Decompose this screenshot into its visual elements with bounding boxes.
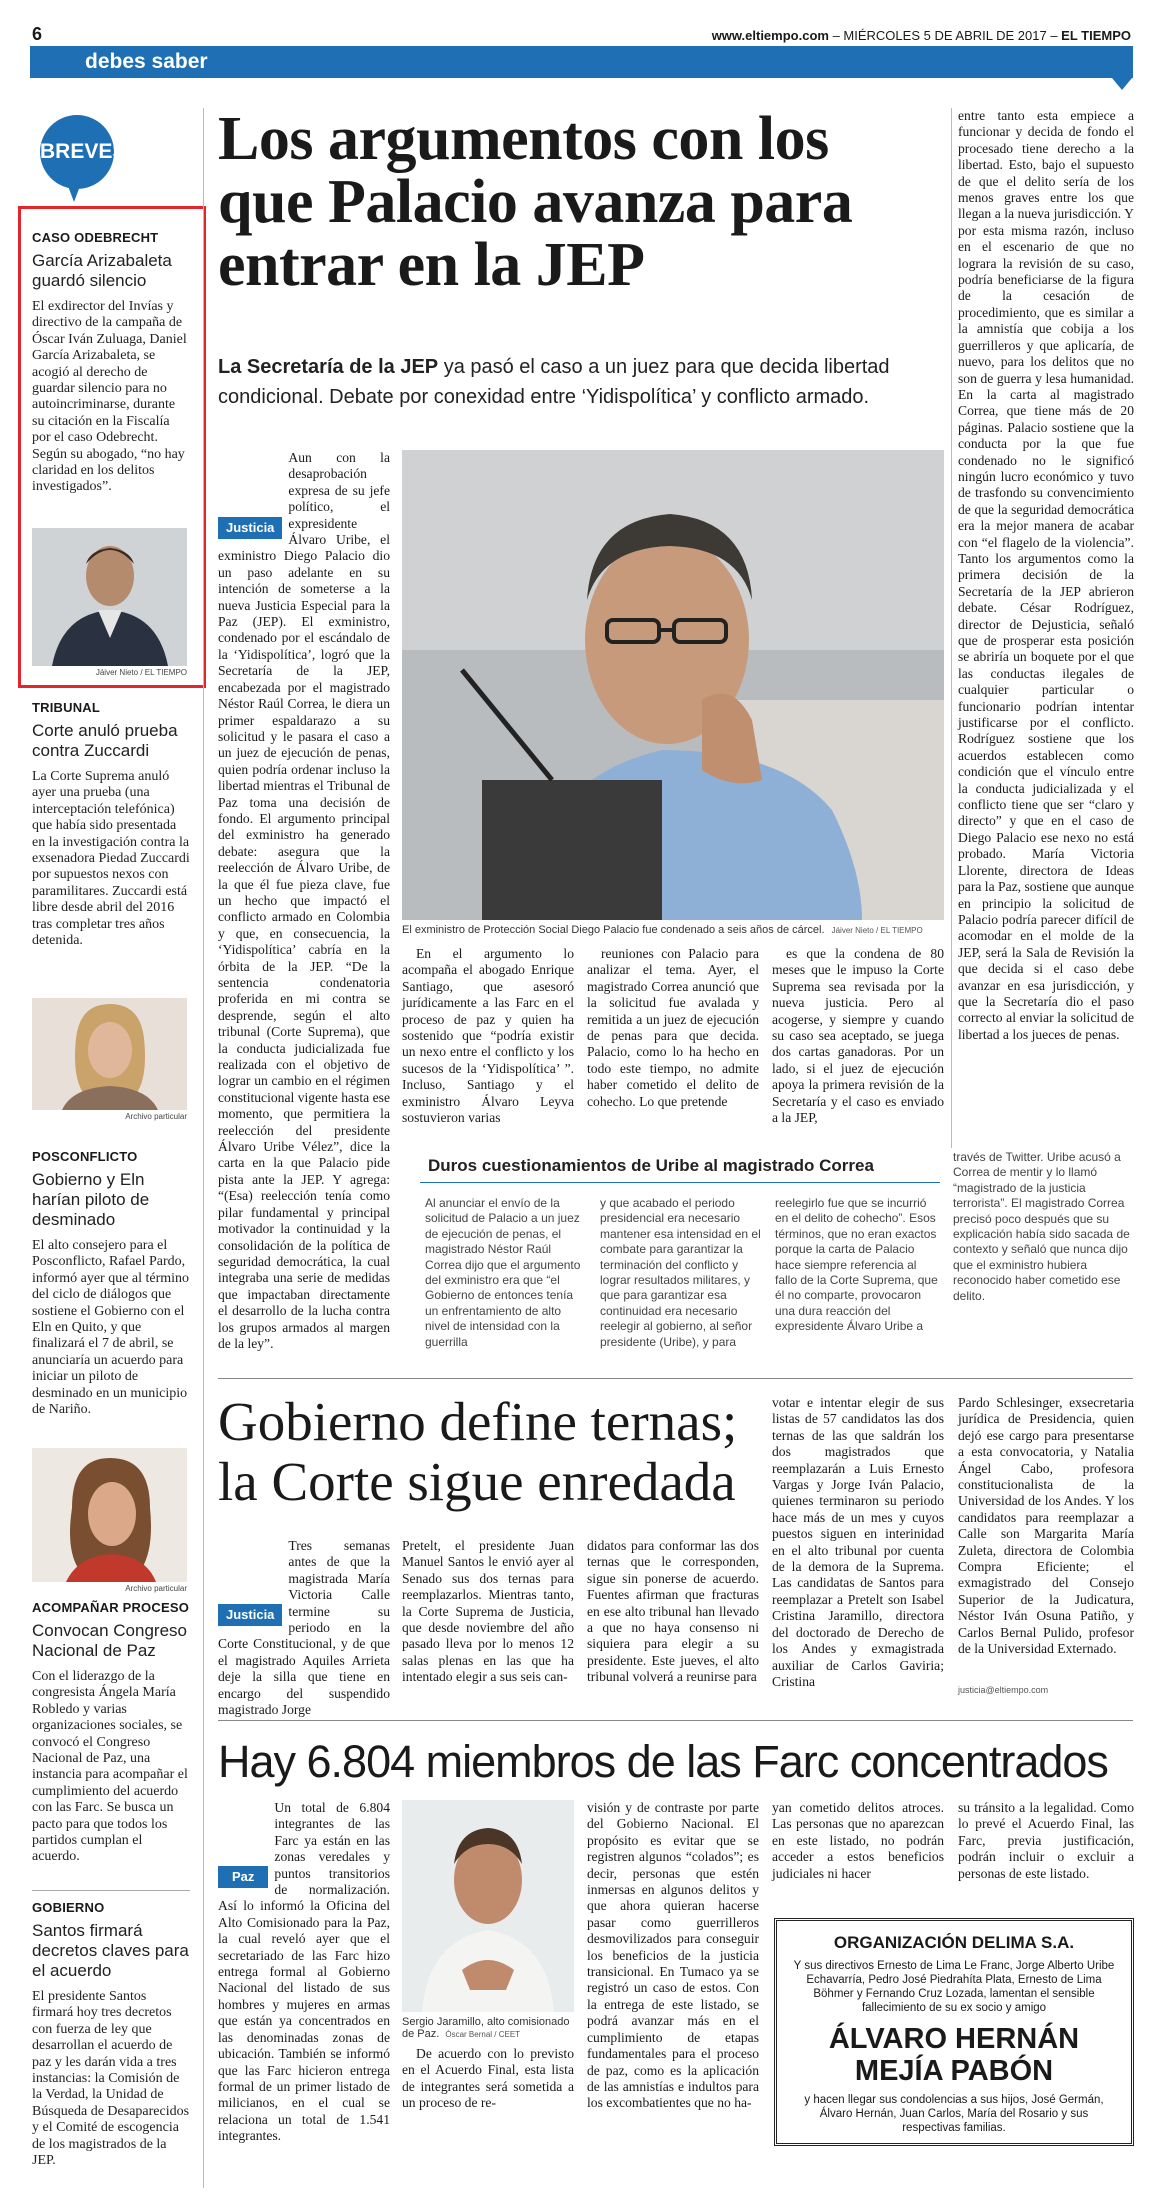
obituary-intro: Y sus directivos Ernesto de Lima Le Franc, Jorge Alberto Uribe Echavarría, Pedro José Piedrahíta Plata, Ernesto de Lima Böhmer y Fernando Cruz Lozada, lamentan el sensible fallecimiento de su ex socio y amigo (793, 1960, 1115, 2014)
story1-subhead-bold: La Secretaría de la JEP (218, 356, 439, 378)
obituary-outro: y hacen llegar sus condolencias a sus hijos, José Germán, Álvaro Hernán, Juan Carlos, María del Rosario y sus respectivas familias. (804, 2094, 1104, 2134)
brief-kicker: CASO ODEBRECHT (32, 230, 159, 245)
portrait-man-icon (402, 1800, 574, 2012)
breves-divider (203, 108, 204, 2188)
story3-headline: Hay 6.804 miembros de las Farc concentrados (218, 1736, 1108, 1787)
brief-text: El exdirector del Invías y directivo de la campaña de Óscar Iván Zuluaga, Daniel García Arizabaleta, se acogió al derecho de guardar silencio para no autoincriminarse, durante su citación en la Fiscalía por el caso Odebrecht. Según su abogado, “no hay claridad en los delitos investigados”. (32, 299, 187, 495)
brief-text: El alto consejero para el Posconflicto, Rafael Pardo, informó ayer que al término del ciclo de diálogos que sostiene el Gobierno con el Eln en Quito, y que finalizará el 7 de abril, se anunciaría un acuerdo para iniciar un piloto de desminado en un municipio de Nariño. (32, 1238, 190, 1418)
story1-col1-text: Aun con la desaprobación expresa de su jefe político, el expresidente Álvaro Uribe, el exministro Diego Palacio dio un paso adelante en su intención de someterse a la nueva Justicia Especial para la Paz (JEP). El exministro, condenado por el escándalo de la ‘Yidispolítica’, logró que la Secretaría de la JEP, encabezada por el magistrado Néstor Raúl Correa, le diera un primer espaldarazo a su solicitud y le pasara el caso a un juez de ejecución de penas, quien podría ordenar incluso la libertad mientras el Tribunal de Paz toma una decisión de fondo. El argumento principal del exministro ha generado debate: asegura que la reelección de Álvaro Uribe, de la que él fue pieza clave, fue un hecho que impactó el conflicto armado en Colombia y que, en consecuencia, la ‘Yidispolítica’ cabría en la órbita de la JEP. “De la sentencia condenatoria proferida en mi contra se desprende, según el alto tribunal (Corte Suprema), que la conducta judicializada fue realizada con el objetivo de lograr un cambio en el régimen constitucional vigente hasta ese momento, que permitiera la reelección del presidente Álvaro Uribe Vélez”, dice la carta en la que Palacio pide pista ante la JEP. Y agrega: “(Esa) reelección tenía como pilar fundamental y principal motivador la continuidad y la consolidación de la política de seguridad democrática, la cual integraba una serie de medidas que impactaban directamente el desarrollo de la lucha contra los grupos armados al margen de la ley”. (218, 450, 390, 1351)
section-divider-2 (218, 1720, 1133, 1721)
sidebar-col-3: reelegirlo fue que se incurrió en el delito de cohecho”. Esos términos, que no eran exactos porque la carta de Palacio hace siempre referencia al fallo de la Corte Suprema, que él no comparte, provocaron una dura reacción del expresidente Álvaro Uribe a (775, 1196, 938, 1334)
brief-headline: Corte anuló prueba contra Zuccardi (32, 721, 178, 760)
sidebar-col-1: Al anunciar el envío de la solicitud de Palacio a un juez de ejecución de penas, el magistrado Néstor Raúl Correa dijo que el argumento del exministro era que “el Gobierno de entonces tenía un enfrentamiento de alto nivel de intensidad con la guerrilla (425, 1196, 581, 1349)
story1-subhead-text: ya pasó el caso a un juez para que decida libertad condicional. Debate por conexidad entre ‘Yidispolítica’ y conflicto armado. (218, 356, 890, 408)
masthead-brand: EL TIEMPO (1061, 28, 1131, 43)
section-label: debes saber (85, 50, 208, 73)
brief-divider (32, 1890, 190, 1891)
brief-headline: Convocan Congreso Nacional de Paz (32, 1621, 187, 1660)
story1-subhead (218, 352, 940, 412)
story2-tag[interactable]: Justicia (218, 1604, 282, 1626)
obituary-notice (774, 1918, 1134, 2146)
sidebar-col-4: través de Twitter. Uribe acusó a Correa de mentir y lo llamó “magistrado de la justicia terrorista”. El magistrado Correa precisó poco después que su explicación había sido sacada de contexto y señaló que nunca dijo que el exministro hubiera reconocido haber cometido ese delito. (953, 1150, 1130, 1303)
obituary-org: ORGANIZACIÓN DELIMA S.A. (833, 1933, 1075, 1952)
brief-kicker: ACOMPAÑAR PROCESO (32, 1600, 190, 1615)
portrait-woman-icon (32, 1448, 187, 1582)
story3-col-3: visión y de contraste por parte del Gobierno Nacional. El propósito es evitar que se registren algunos “colados”; es decir, personas que estén inmersas en algunos delitos y que ahora quieran hacerse pasar como guerrilleros desmovilizados para conseguir los beneficios de la justicia transicional. En Tumaco ya se registró un caso de estos. Con la entrega de este listado, se podrá avanzar más en el cumplimiento de etapas fundamentales para el proceso de paz, como es la aplicación de las amnistías e indultos para los excombatientes que no ha- (587, 1800, 759, 2111)
brief-1-credit: Jáiver Nieto / EL TIEMPO (95, 668, 187, 677)
section-bar (30, 46, 1133, 78)
story1-right-divider (951, 108, 952, 1148)
breves-badge (40, 115, 127, 189)
brief-1[interactable] (32, 230, 190, 496)
brief-text: La Corte Suprema anuló ayer una prueba (una interceptación telefónica) que había sido presentada en la investigación contra la exsenadora Piedad Zuccardi por supuestos nexos con paramilitares. Zuccardi está libre desde abril del 2016 tras completar tres años detenida. (32, 769, 190, 949)
brief-headline: García Arizabaleta guardó silencio (32, 251, 172, 290)
sidebar-rule (420, 1182, 940, 1183)
story3-col-1 (218, 1800, 390, 2185)
breves-badge-label: BREVES (40, 140, 127, 163)
story1-caption (402, 924, 944, 936)
brief-headline: Gobierno y Eln harían piloto de desminado (32, 1170, 150, 1229)
portrait-woman-icon (32, 998, 187, 1110)
brief-kicker: POSCONFLICTO (32, 1149, 138, 1164)
story2-col-3: didatos para conformar las dos ternas que le corresponden, sigue sin ponerse de acuerdo. Fuentes afirman que fracturas en ese alto tribunal han llevado a que no haya consenso ni siquiera para elegir a su presidente. Este jueves, el alto tribunal volverá a reunirse para (587, 1538, 759, 1685)
story1-caption-text: El exministro de Protección Social Diego Palacio fue condenado a seis años de cárcel. (402, 924, 825, 936)
story3-col-5: su tránsito a la legalidad. Como lo prevé el Acuerdo Final, las Farc, previa justificación, podrán incluir o excluir a personas de este listado. (958, 1800, 1134, 1881)
brief-text: Con el liderazgo de la congresista Ángela María Robledo y varias organizaciones sociales, se convocó el Congreso Nacional de Paz, una instancia para acompañar el cumplimiento del acuerdo con las Farc. Se busca un pacto para que todos los partidos cumplan el acuerdo. (32, 1669, 188, 1865)
brief-headline: Santos firmará decretos claves para el acuerdo (32, 1921, 189, 1980)
story2-col-2: Pretelt, el presidente Juan Manuel Santos le envió ayer al Senado sus dos ternas para reemplazarlos. Mientras tanto, la Corte Suprema de Justicia, que desde noviembre del año pasado lleva por lo menos 12 salas plenas en las que ha intentado elegir a sus seis can- (402, 1538, 574, 1685)
man-at-microphone-photo (402, 450, 944, 920)
story1-photo-credit: Jáiver Nieto / EL TIEMPO (831, 926, 923, 935)
story3-col1-text: Un total de 6.804 integrantes de las Farc ya están en las zonas veredales y puntos transitorios de normalización. Así lo informó la Oficina del Alto Comisionado para la Paz, la cual reveló ayer que el secretariado de las Farc hizo entrega formal al Gobierno Nacional del listado de sus hombres y mujeres en armas que están ya concentrados en las denominadas zonas de ubicación. También se informó que las Farc hicieron entrega formal de un primer listado de milicianos, en el cual se relaciona un total de 1.541 integrantes. (218, 1800, 390, 2144)
section-divider-1 (218, 1378, 1133, 1379)
story2-col-4: votar e intentar elegir de sus listas de 57 candidatos las dos ternas de las que saldrán los dos magistrados que reemplazarán a Luis Ernesto Vargas y Jorge Iván Palacio, quienes terminaron su periodo hace más de un mes y cuyos puestos siguen en interinidad en el alto tribunal por cuenta de la demora de la Suprema. Las candidatas de Santos para reemplazar a Pretelt son Isabel Cristina Jaramillo, directora del doctorado de Derecho de los Andes y exmagistrada auxiliar de Carlos Gaviria; Cristina (772, 1395, 944, 1689)
story2-headline: Gobierno define ternas; la Corte sigue enredada (218, 1391, 738, 1512)
story3-photo (402, 1800, 574, 2012)
story1-col-5: entre tanto esta empiece a funcionar y decida de fondo el procesado tiene derecho a la libertad. Esto, bajo el supuesto de que el delito sería de los menos graves entre los que llegan a la nueva jurisdicción. Y por esta misma razón, incluso en el escenario de que no lograra la revisión de su caso, podría beneficiarse de la figura de la cesación de procedimiento, que es similar a la amnistía que cobija a los guerrilleros y que aplicaría, de nuevo, para los delitos que no son de guerra y lesa humanidad. En la carta al magistrado Correa, que tiene más de 20 páginas. Palacio sostiene que la conducta por la que fue condenado no le significó ningún lucro económico y tuvo de trasfondo su convencimiento de que la seguridad democrática era la mejor manera de acabar con “el flagelo de la violencia”. Tanto los argumentos como la primera decisión de la Secretaría de la JEP abrieron debate. César Rodríguez, director de Dejusticia, señaló que de prosperar esta posición se abriría un boquete por el que las conductas ilegales de cualquier particular o funcionario podrían intentar justificarse por el conflicto. Rodríguez sostiene que los acuerdos establecen como condición que el vínculo entre la conducta judicializada y el conflicto tiene que ser “claro y directo” y que en el caso de Diego Palacio ese nexo no está probado. María Victoria Llorente, directora de Ideas para la Paz, sostiene que aunque en principio la solicitud de Palacio podría parecer difícil de acomodar en el molde de la JEP, será la Sala de Revisión la que decida si el caso debe avanzar en esa jurisdicción, y que la Secretaría dio el paso correcto al enviar la solicitud de libertad a los jueces de penas. (958, 108, 1134, 1042)
story3-col-4: yan cometido delitos atroces. Las personas que no aparezcan en este listado, no podrán acceder a estos beneficios judiciales ni hacer (772, 1800, 944, 1881)
story2-col-1 (218, 1538, 390, 1718)
sidebar-title: Duros cuestionamientos de Uribe al magistrado Correa (428, 1156, 874, 1175)
site-url[interactable]: www.eltiempo.com (711, 28, 829, 43)
brief-2-credit: Archivo particular (125, 1112, 187, 1121)
brief-2[interactable] (32, 700, 190, 949)
story3-caption (402, 2016, 574, 2041)
story2-email[interactable]: justicia@eltiempo.com (958, 1685, 1049, 1695)
masthead-date: MIÉRCOLES 5 DE ABRIL DE 2017 (843, 28, 1047, 43)
brief-4[interactable] (32, 1600, 190, 1866)
brief-5[interactable] (32, 1900, 190, 2169)
story3-tag[interactable]: Paz (218, 1866, 268, 1888)
story3-col-2: De acuerdo con lo previsto en el Acuerdo Final, esta lista de integrantes será sometida a un proceso de re- (402, 2046, 574, 2111)
obituary-name-2: MEJÍA PABÓN (854, 2055, 1054, 2087)
page-number: 6 (32, 24, 43, 44)
brief-3[interactable] (32, 1149, 190, 1418)
brief-1-photo (32, 528, 187, 666)
brief-kicker: TRIBUNAL (32, 700, 101, 715)
brief-kicker: GOBIERNO (32, 1900, 105, 1915)
story3-photo-credit: Óscar Bernal / CEET (445, 2030, 521, 2039)
story2-col-5: Pardo Schlesinger, exsecretaria jurídica de Presidencia, quien dejó ese cargo para presentarse a esta convocatoria, y Natalia Ángel Cabo, profesora constitucionalista de la Universidad de los Andes. Y los candidatos para reemplazar a Calle son Margarita María Zuleta, directora de Colombia Compra Eficiente; el exmagistrado del Consejo Superior de la Judicatura, Néstor Iván Osuna Patiño, y Carlos Bernal Pulido, profesor de la Universidad Externado. (958, 1395, 1134, 1657)
story1-col-1 (218, 450, 390, 1351)
masthead-sep: – (1050, 28, 1062, 43)
obituary-name-1: ÁLVARO HERNÁN (828, 2023, 1080, 2055)
story1-col-2: En el argumento lo acompaña el abogado Enrique Santiago, que asesoró jurídicamente a las Farc en el proceso de paz y quien ha sostenido que “podría existir un nexo entre el conflicto y los sucesos de la ‘Yidispolítica’ ”. Incluso, Santiago y el exministro Álvaro Leyva sostuvieron varias (402, 946, 574, 1126)
brief-text: El presidente Santos firmará hoy tres decretos con fuerza de ley que desarrollan el acuerdo de paz y les darán vida a tres instancias: la Comisión de la Verdad, la Unidad de Búsqueda de Desaparecidos y el Comité de escogencia de los magistrados de la JEP. (32, 1989, 190, 2169)
story1-photo (402, 450, 944, 920)
sidebar-col-2: y que acabado el periodo presidencial era necesario mantener esa intensidad en el combate para garantizar la terminación del conflicto y lograr resultados militares, y que para garantizar esa continuidad era necesario reelegir al gobierno, al señor presidente (Uribe), y para (600, 1196, 761, 1349)
brief-3-photo (32, 1448, 187, 1582)
story3-caption-text: Sergio Jaramillo, alto comisionado de Paz. (402, 2016, 570, 2040)
story1-tag[interactable]: Justicia (218, 517, 282, 539)
breves-badge-tail (68, 186, 80, 202)
story1-col-3: reuniones con Palacio para analizar el tema. Ayer, el magistrado Correa anunció que la solicitud fue avalada y remitida a un juez de ejecución de penas para que decida. Palacio, como lo ha hecho en todo este tiempo, no admite haber cometido el delito de cohecho. Lo que pretende (587, 946, 759, 1109)
brief-3-credit: Archivo particular (125, 1584, 187, 1593)
story1-headline: Los argumentos con los que Palacio avanza para entrar en la JEP (218, 105, 853, 299)
brief-2-photo (32, 998, 187, 1110)
story2-col1-text: Tres semanas antes de que la magistrada María Victoria Calle termine su periodo en la Corte Constitucional, y de que el magistrado Aquiles Arrieta deje la silla que tiene en encargo del suspendido magistrado Jorge (218, 1538, 390, 1718)
section-bar-notch (1112, 78, 1132, 90)
story1-col-4: es que la condena de 80 meses que le impuso la Corte Suprema sea revisada por la nueva justicia. Pero al acogerse, y siempre y cuando su caso sea aceptado, se juega dos cartas ganadoras. Por un lado, si el juez de ejecución apoya la primera revisión de la Secretaría y el caso es enviado a la JEP, (772, 946, 944, 1126)
portrait-man-icon (32, 528, 187, 666)
masthead-line (712, 28, 1131, 43)
masthead-sep: – (832, 28, 844, 43)
